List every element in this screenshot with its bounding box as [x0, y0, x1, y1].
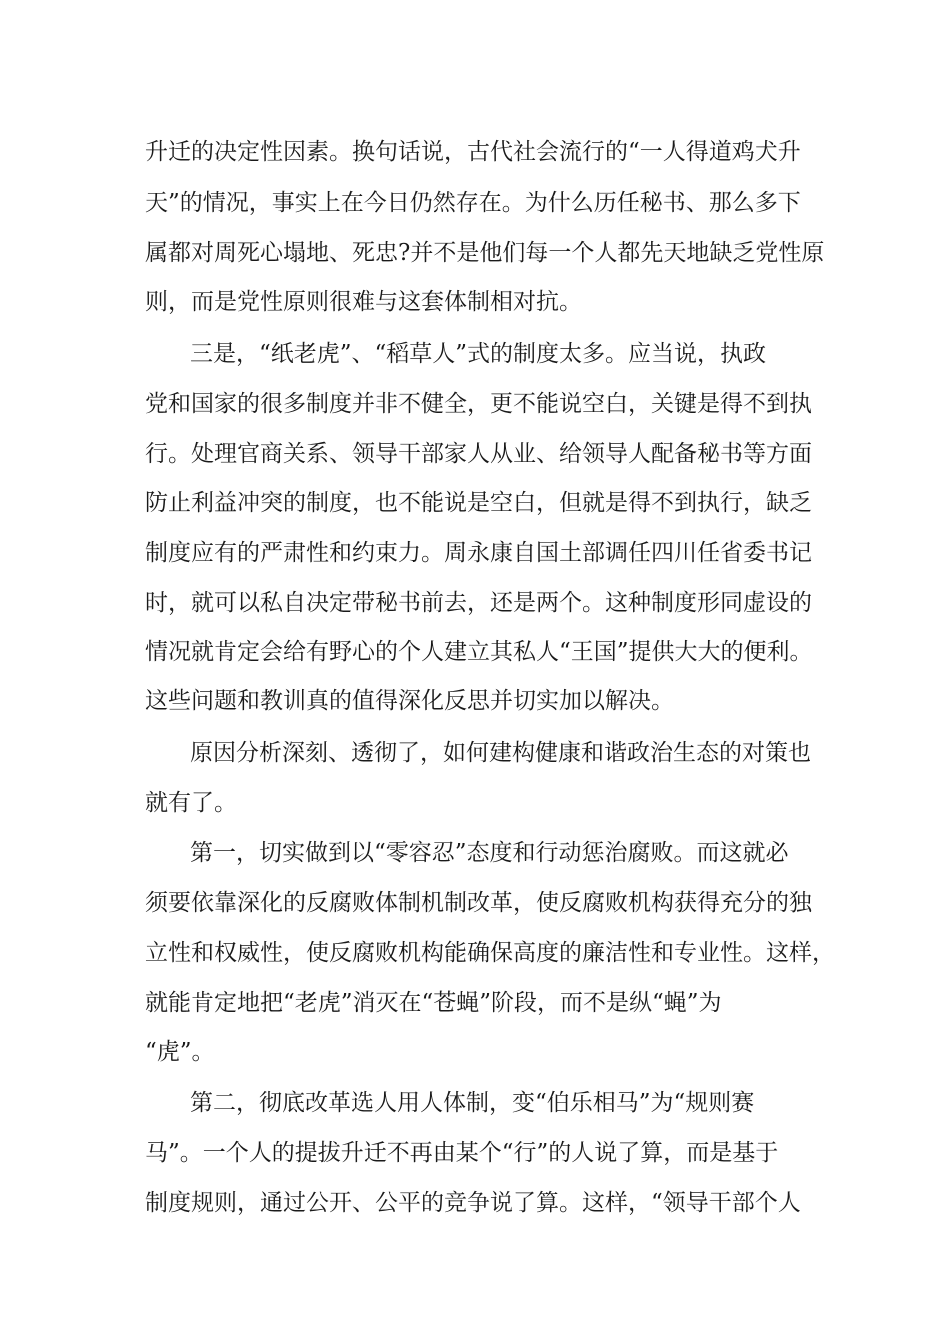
text-line: 就有了。: [145, 790, 237, 816]
text-line: 防止利益冲突的制度，也不能说是空白，但就是得不到执行，缺乏: [145, 490, 812, 516]
paragraph-first-line: 三是，“纸老虎”、“稻草人”式的制度太多。应当说，执政: [190, 341, 767, 367]
text-line: 属都对周死心塌地、死忠?并不是他们每一个人都先天地缺乏党性原: [145, 240, 825, 266]
text-line: 天”的情况，事实上在今日仍然存在。为什么历任秘书、那么多下: [145, 190, 801, 216]
paragraph-first-line: 第一，切实做到以“零容忍”态度和行动惩治腐败。而这就必: [190, 840, 789, 866]
paragraph-first-line: 第二，彻底改革选人用人体制，变“伯乐相马”为“规则赛: [190, 1090, 755, 1116]
text-line: 制度应有的严肃性和约束力。周永康自国土部调任四川任省委书记: [145, 540, 812, 566]
text-line: 时，就可以私自决定带秘书前去，还是两个。这种制度形同虚设的: [145, 590, 812, 616]
text-line: 须要依靠深化的反腐败体制机制改革，使反腐败机构获得充分的独: [145, 890, 812, 916]
text-line: 党和国家的很多制度并非不健全，更不能说空白，关键是得不到执: [145, 391, 812, 417]
text-line: 行。处理官商关系、领导干部家人从业、给领导人配备秘书等方面: [145, 441, 812, 467]
text-line: 制度规则，通过公开、公平的竞争说了算。这样，“领导干部个人: [145, 1190, 801, 1216]
text-line: 马”。一个人的提拔升迁不再由某个“行”的人说了算，而是基于: [145, 1140, 779, 1166]
text-line: 升迁的决定性因素。换句话说，古代社会流行的“一人得道鸡犬升: [145, 139, 801, 165]
text-line: 情况就肯定会给有野心的个人建立其私人“王国”提供大大的便利。: [145, 639, 813, 665]
text-line: 则，而是党性原则很难与这套体制相对抗。: [145, 289, 582, 315]
text-line: 立性和权威性，使反腐败机构能确保高度的廉洁性和专业性。这样，: [145, 940, 835, 966]
text-line: 这些问题和教训真的值得深化反思并切实加以解决。: [145, 688, 674, 714]
text-line: “虎”。: [145, 1039, 215, 1065]
paragraph-first-line: 原因分析深刻、透彻了，如何建构健康和谐政治生态的对策也: [190, 740, 811, 766]
text-line: 就能肯定地把“老虎”消灭在“苍蝇”阶段，而不是纵“蝇”为: [145, 990, 722, 1016]
